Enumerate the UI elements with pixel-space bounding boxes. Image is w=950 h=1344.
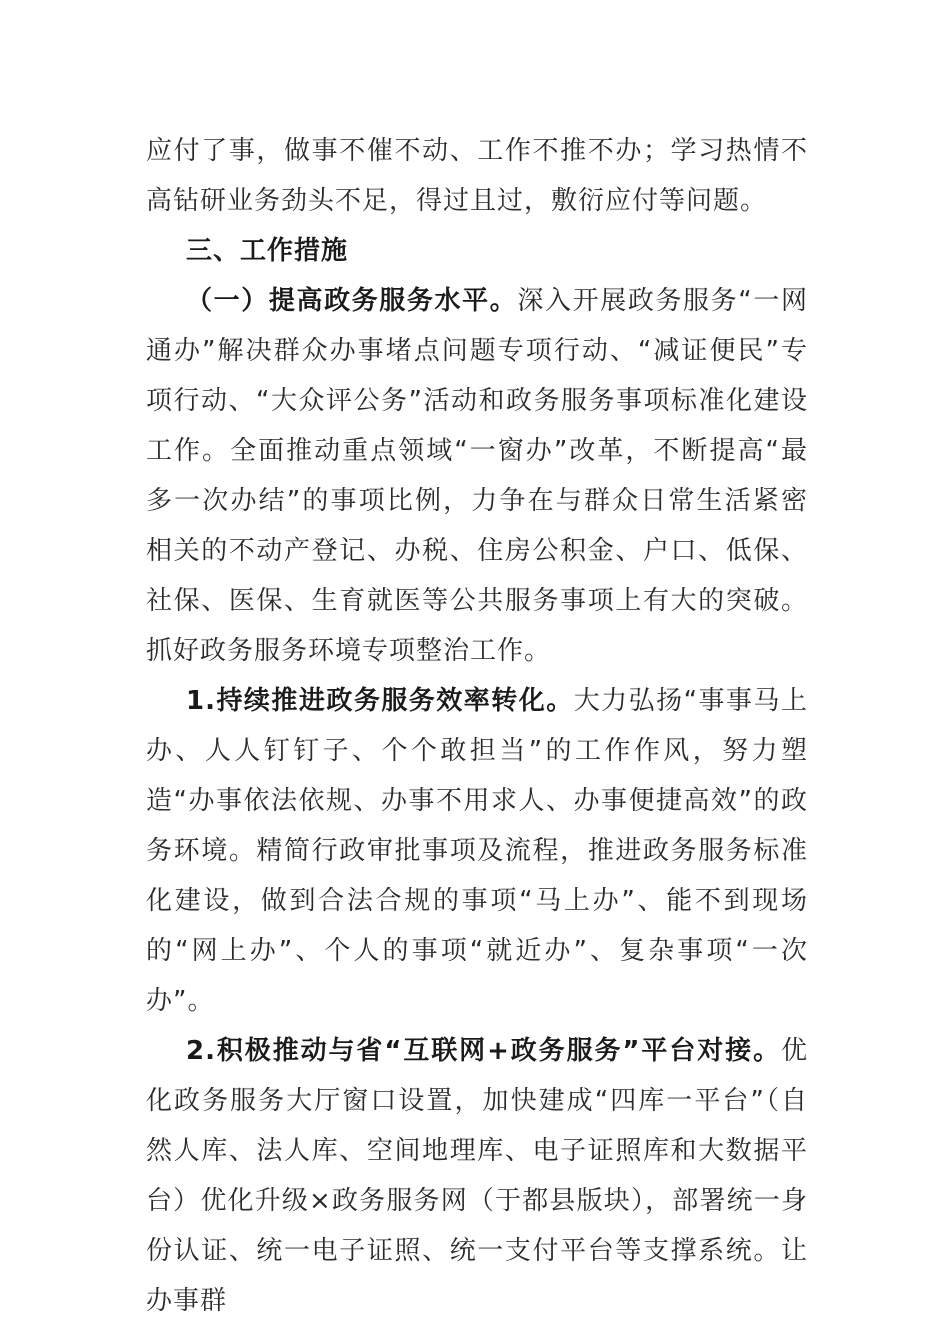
item-1-title: 1.持续推进政务服务效率转化。 [186,686,574,716]
section-heading: 三、工作措施 [186,236,349,266]
document-body [146,126,808,1326]
subsection-1-body: 深入开展政务服务“一网通办”解决群众办事堵点问题专项行动、“减证便民”专项行动、“大众评公务”活动和政务服务事项标准化建设工作。全面推动重点领域“一窗办”改革，不断提高“最多一次办结”的事项比例，力争在与群众日常生活紧密相关的不动产登记、办税、住房公积金、户口、低保、社保、医保、生育就医等公共服务事项上有大的突破。抓好政务服务环境专项整治工作。 [146,286,808,666]
item-1-body: 大力弘扬“事事马上办、人人钉钉子、个个敢担当”的工作作风，努力塑造“办事依法依规、办事不用求人、办事便捷高效”的政务环境。精简行政审批事项及流程，推进政务服务标准化建设，做到合法合规的事项“马上办”、能不到现场的“网上办”、个人的事项“就近办”、复杂事项“一次办”。 [146,686,808,1016]
item-2-paragraph [146,1026,808,1326]
item-1-paragraph [146,676,808,1026]
item-2-title: 2.积极推动与省“互联网+政务服务”平台对接。 [186,1036,781,1066]
subsection-1-title: （一）提高政务服务水平。 [186,286,518,316]
item-2-body: 优化政务服务大厅窗口设置，加快建成“四库一平台”（自然人库、法人库、空间地理库、电子证照库和大数据平台）优化升级×政务服务网（于都县版块），部署统一身份认证、统一电子证照、统一支付平台等支撑系统。让办事群 [146,1036,808,1316]
subsection-1-paragraph [146,276,808,676]
intro-paragraph: 应付了事，做事不催不动、工作不推不办；学习热情不高钻研业务劲头不足，得过且过，敷衍应付等问题。 [146,136,808,216]
